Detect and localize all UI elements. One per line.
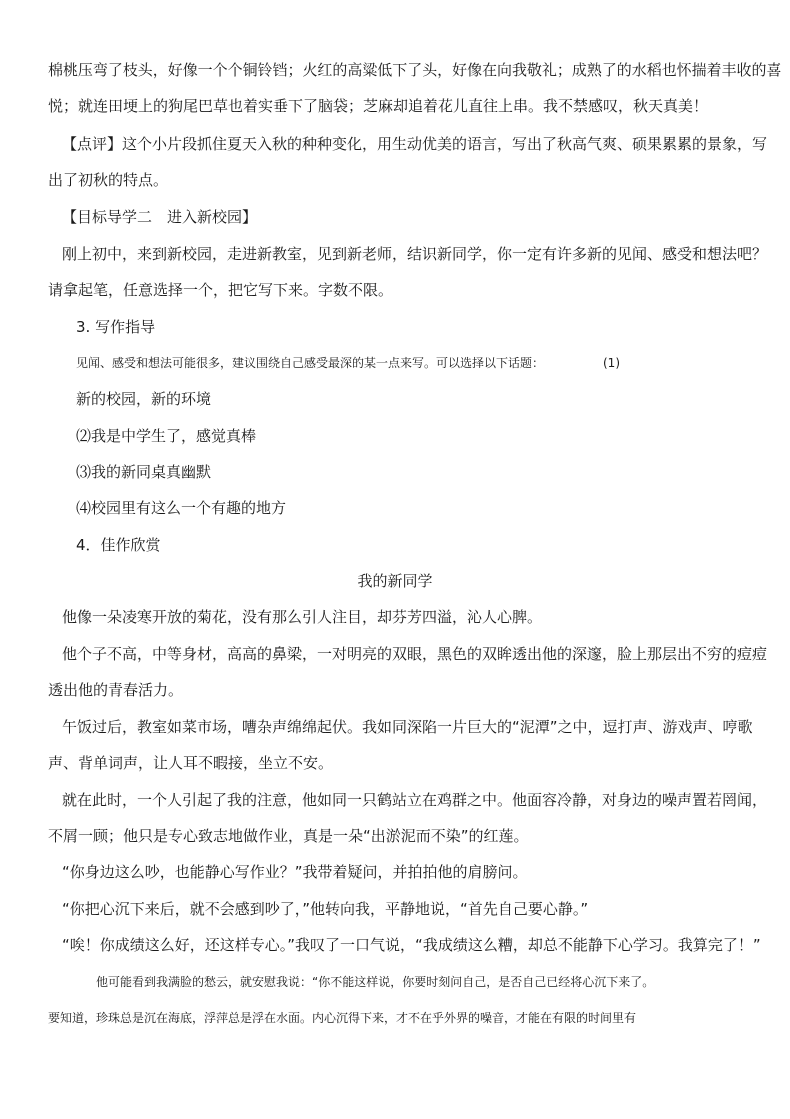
topic-item-4: ⑷校园里有这么一个有趣的地方 <box>76 499 287 517</box>
intro-line-2: 请拿起笔，任意选择一个，把它写下来。字数不限。 <box>48 281 394 299</box>
writing-guide-text: 见闻、感受和想法可能很多，建议围绕自己感受最深的某一点来写。可以选择以下话题： <box>76 356 545 370</box>
section-heading-3: 3. 写作指导 <box>76 318 156 336</box>
essay-line: “唉！你成绩这么好，还这样专心。”我叹了一口气说，“我成绩这么糟，却总不能静下心学习。我算完了！” <box>62 936 761 954</box>
topic-item-3: ⑶我的新同桌真幽默 <box>76 463 212 481</box>
essay-line: 他个子不高，中等身材，高高的鼻梁，一对明亮的双眼，黑色的双眸透出他的深邃，脸上那层出不穷的痘痘 <box>62 645 768 663</box>
essay-line: “你身边这么吵，也能静心写作业？”我带着疑问，并拍拍他的肩膀问。 <box>62 863 528 881</box>
essay-line: 透出他的青春活力。 <box>48 681 184 699</box>
topic-item-1: 新的校园，新的环境 <box>76 390 212 408</box>
section-heading-goal-2: 【目标导学二 进入新校园】 <box>62 208 258 226</box>
essay-line: 要知道，珍珠总是沉在海底，浮萍总是浮在水面。内心沉得下来，才不在乎外界的噪音，才能在有限的时间里有 <box>48 1011 637 1025</box>
comment-line-2: 出了初秋的特点。 <box>48 171 169 189</box>
essay-line: 他像一朵凌寒开放的菊花，没有那么引人注目，却芬芳四溢，沁人心脾。 <box>62 608 543 626</box>
essay-title: 我的新同学 <box>357 572 433 590</box>
paragraph-autumn-line-1: 棉桃压弯了枝头，好像一个个铜铃铛；火红的高粱低下了头，好像在向我敬礼；成熟了的水稻也怀揣着丰收的喜 <box>48 61 782 79</box>
essay-line: 午饭过后，教室如菜市场，嘈杂声绵绵起伏。我如同深陷一片巨大的“泥潭”之中，逗打声、游戏声、哼歌 <box>62 718 753 736</box>
essay-line: 声、背单词声，让人耳不暇接，坐立不安。 <box>48 754 334 772</box>
writing-guide-topic-number: (1) <box>603 356 620 370</box>
essay-line: 他可能看到我满脸的愁云，就安慰我说：“你不能这样说，你要时刻问自己，是否自己已经将心沉下来了。 <box>96 975 655 989</box>
essay-line: 就在此时，一个人引起了我的注意，他如同一只鹤站立在鸡群之中。他面容冷静，对身边的噪声置若罔闻， <box>62 791 768 809</box>
essay-line: 不屑一顾；他只是专心致志地做作业，真是一朵“出淤泥而不染”的红莲。 <box>48 827 529 845</box>
section-heading-4: 4．佳作欣赏 <box>76 536 161 554</box>
topic-item-2: ⑵我是中学生了，感觉真棒 <box>76 427 257 445</box>
intro-line-1: 刚上初中，来到新校园，走进新教室，见到新老师，结识新同学，你一定有许多新的见闻、感受和想法吧？ <box>62 245 768 263</box>
paragraph-autumn-line-2: 悦；就连田埂上的狗尾巴草也着实垂下了脑袋；芝麻却追着花儿直往上串。我不禁感叹，秋天真美！ <box>48 97 709 115</box>
comment-line-1: 【点评】这个小片段抓住夏天入秋的种种变化，用生动优美的语言，写出了秋高气爽、硕果累累的景象，写 <box>62 135 768 153</box>
essay-line: “你把心沉下来后，就不会感到吵了，”他转向我，平静地说，“首先自己要心静。” <box>62 900 589 918</box>
